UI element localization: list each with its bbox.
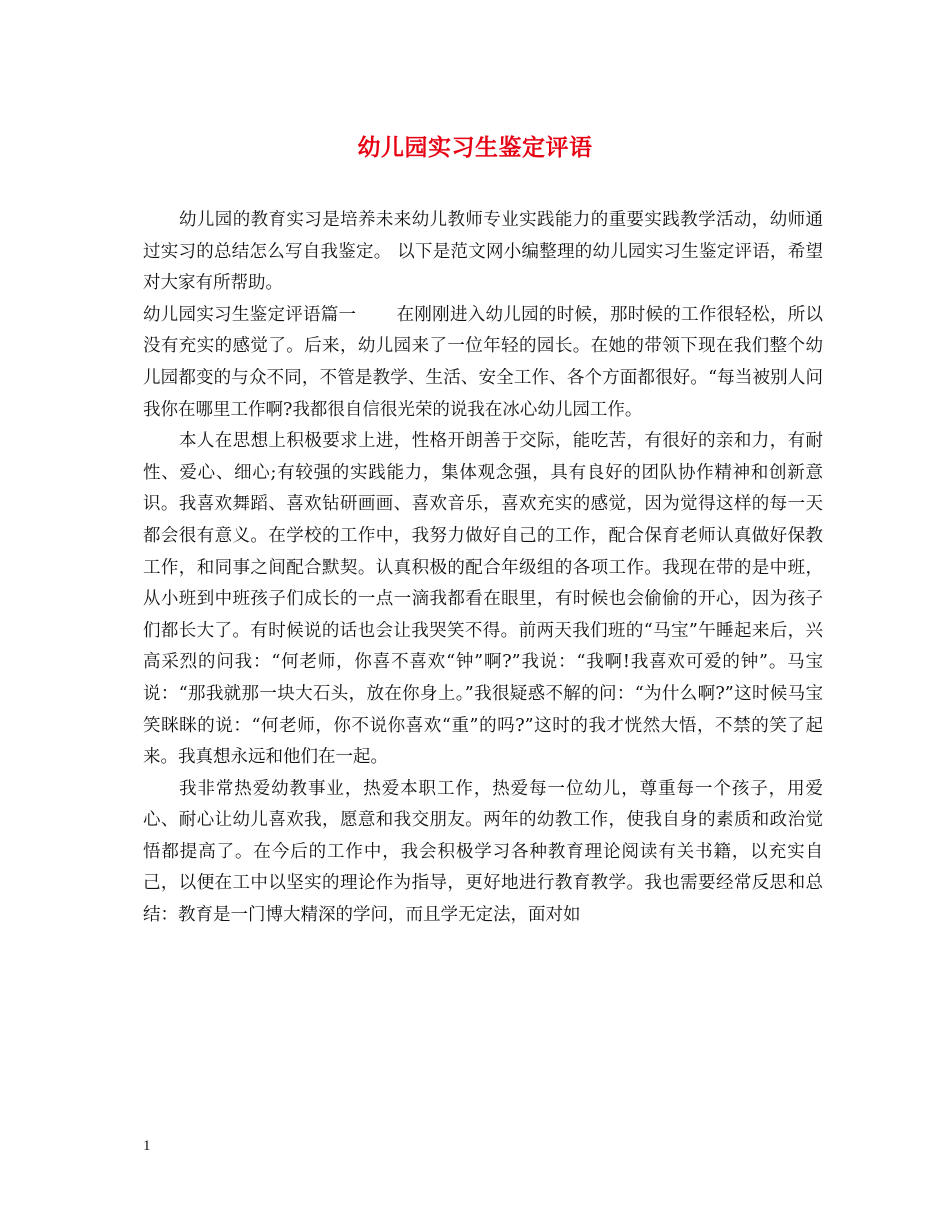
paragraph-2: 本人在思想上积极要求上进，性格开朗善于交际，能吃苦，有很好的亲和力，有耐性、爱心、细心;有较强的实践能力，集体观念强，具有良好的团队协作精神和创新意识。我喜欢舞蹈、喜欢钻研画画、喜欢音乐，喜欢充实的感觉，因为觉得这样的每一天都会很有意义。在学校的工作中，我努力做好自己的工作，配合保育老师认真做好保教工作，和同事之间配合默契。认真积极的配合年级组的各项工作。我现在带的是中班，从小班到中班孩子们成长的一点一滴我都看在眼里，有时候也会偷偷的开心，因为孩子们都长大了。有时候说的话也会让我哭笑不得。前两天我们班的“马宝”午睡起来后，兴高采烈的问我：“何老师，你喜不喜欢“钟”啊?”我说：“我啊!我喜欢可爱的钟”。马宝说：“那我就那一块大石头，放在你身上。”我很疑惑不解的问：“为什么啊?”这时候马宝笑眯眯的说：“何老师，你不说你喜欢“重”的吗?”这时的我才恍然大悟，不禁的笑了起来。我真想永远和他们在一起。 <box>143 431 823 768</box>
paragraph-3: 我非常热爱幼教事业，热爱本职工作，热爱每一位幼儿，尊重每一个孩子，用爱心、耐心让幼儿喜欢我，愿意和我交朋友。两年的幼教工作，使我自身的素质和政治觉悟都提高了。在今后的工作中，我会积极学习各种教育理论阅读有关书籍，以充实自己，以便在工中以坚实的理论作为指导，更好地进行教育教学。我也需要经常反思和总结：教育是一门博大精深的学问，而且学无定法，面对如 <box>143 778 823 926</box>
page-number: 1 <box>143 1138 151 1154</box>
section-heading: 幼儿园实习生鉴定评语篇一 <box>143 304 357 325</box>
section-first-text: 在刚刚进入幼儿园的时候，那时候的工作很轻松，所以没有充实的感觉了。后来，幼儿园来了一位年轻的园长。在她的带领下现在我们整个幼儿园都变的与众不同，不管是教学、生活、安全工作、各个方面都很好。“每当被别人问我你在哪里工作啊?我都很自信很光荣的说我在冰心幼儿园工作。 <box>143 304 824 420</box>
intro-paragraph: 幼儿园的教育实习是培养未来幼儿教师专业实践能力的重要实践教学活动，幼师通过实习的总结怎么写自我鉴定。 以下是范文网小编整理的幼儿园实习生鉴定评语，希望对大家有所帮助。 <box>143 210 823 294</box>
document-body <box>143 205 823 932</box>
section-paragraph <box>143 300 823 426</box>
page-title: 幼儿园实习生鉴定评语 <box>357 134 593 161</box>
